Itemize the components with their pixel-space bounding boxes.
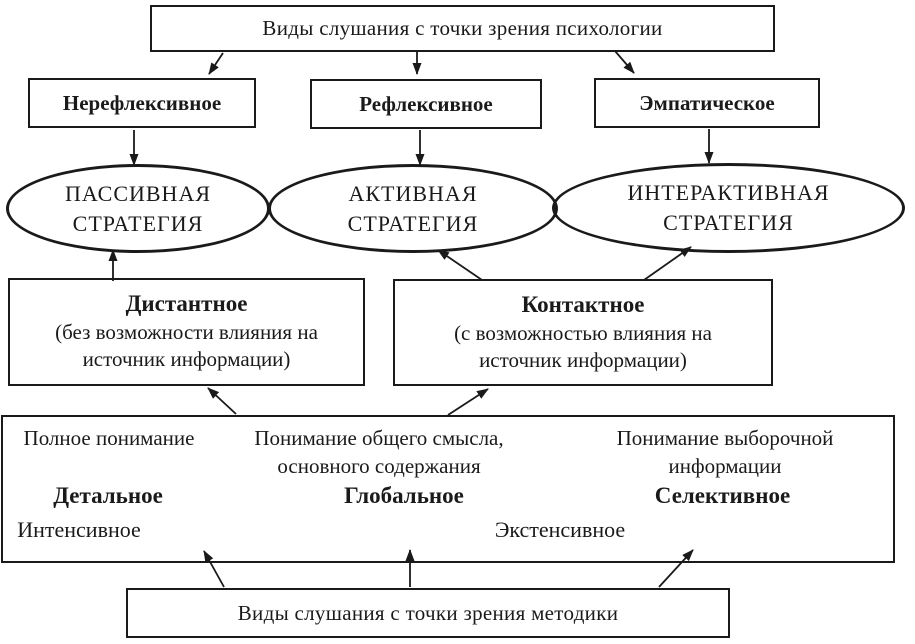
contact-box — [393, 279, 773, 386]
type-label-nonreflexive: Нерефлексивное — [62, 90, 222, 115]
passive-strategy-label — [65, 179, 211, 239]
psychology-title-box — [150, 5, 775, 52]
arrow-contact-to-active — [438, 250, 482, 280]
global-label: Глобальное — [344, 483, 464, 508]
selective-understanding-line1: Понимание выборочной — [616, 426, 834, 450]
type-label-reflexive: Рефлексивное — [359, 91, 493, 116]
passive-strategy-line1: ПАССИВНАЯ — [64, 180, 212, 206]
interactive-strategy-label — [627, 178, 829, 238]
contact-title: Контактное — [521, 292, 645, 317]
full-understanding-label: Полное понимание — [23, 426, 195, 450]
psychology-title-text: Виды слушания с точки зрения психологии — [262, 16, 663, 40]
interactive-strategy-line1: ИНТЕРАКТИВНАЯ — [627, 180, 830, 205]
ellipse-interactive-strategy — [552, 163, 905, 253]
contact-note-line1: (с возможностью влияния на — [454, 321, 712, 345]
active-strategy-line1: АКТИВНАЯ — [348, 180, 478, 206]
passive-strategy-line2: СТРАТЕГИЯ — [72, 210, 204, 236]
interactive-strategy-line2: СТРАТЕГИЯ — [663, 210, 794, 235]
selective-label: Селективное — [654, 483, 791, 508]
type-box-reflexive — [310, 79, 542, 129]
active-strategy-label — [348, 179, 479, 239]
general-understanding-label — [248, 424, 510, 480]
type-label-empathic: Эмпатическое — [639, 90, 775, 115]
arrow-title-to-nonreflexive — [209, 53, 223, 74]
selective-understanding-line2: информации — [668, 454, 782, 478]
arrow-title-to-empathic — [615, 51, 634, 73]
extensive-label: Экстенсивное — [494, 517, 626, 542]
intensive-label: Интенсивное — [17, 517, 141, 542]
arrow-contact-to-interactive — [644, 247, 691, 280]
methodology-title-text: Виды слушания с точки зрения методики — [237, 600, 619, 625]
type-box-empathic — [594, 78, 820, 128]
detailed-label: Детальное — [53, 483, 163, 508]
arrow-panel-to-distant — [208, 388, 236, 414]
distant-note-line2: источник информации) — [82, 347, 291, 371]
ellipse-active-strategy — [268, 164, 558, 253]
distant-note-line1: (без возможности влияния на — [55, 320, 318, 344]
contact-note-line2: источник информации) — [479, 348, 687, 372]
active-strategy-line2: СТРАТЕГИЯ — [347, 210, 479, 236]
distant-box — [8, 278, 365, 386]
methodology-title-box — [126, 588, 730, 638]
arrow-panel-to-contact — [448, 389, 488, 415]
distant-title: Дистантное — [125, 291, 248, 316]
selective-understanding-label — [580, 424, 870, 480]
ellipse-passive-strategy — [6, 164, 270, 253]
general-understanding-line2: основного содержания — [277, 454, 481, 478]
type-box-nonreflexive — [28, 78, 256, 128]
general-understanding-line1: Понимание общего смысла, — [254, 426, 504, 450]
